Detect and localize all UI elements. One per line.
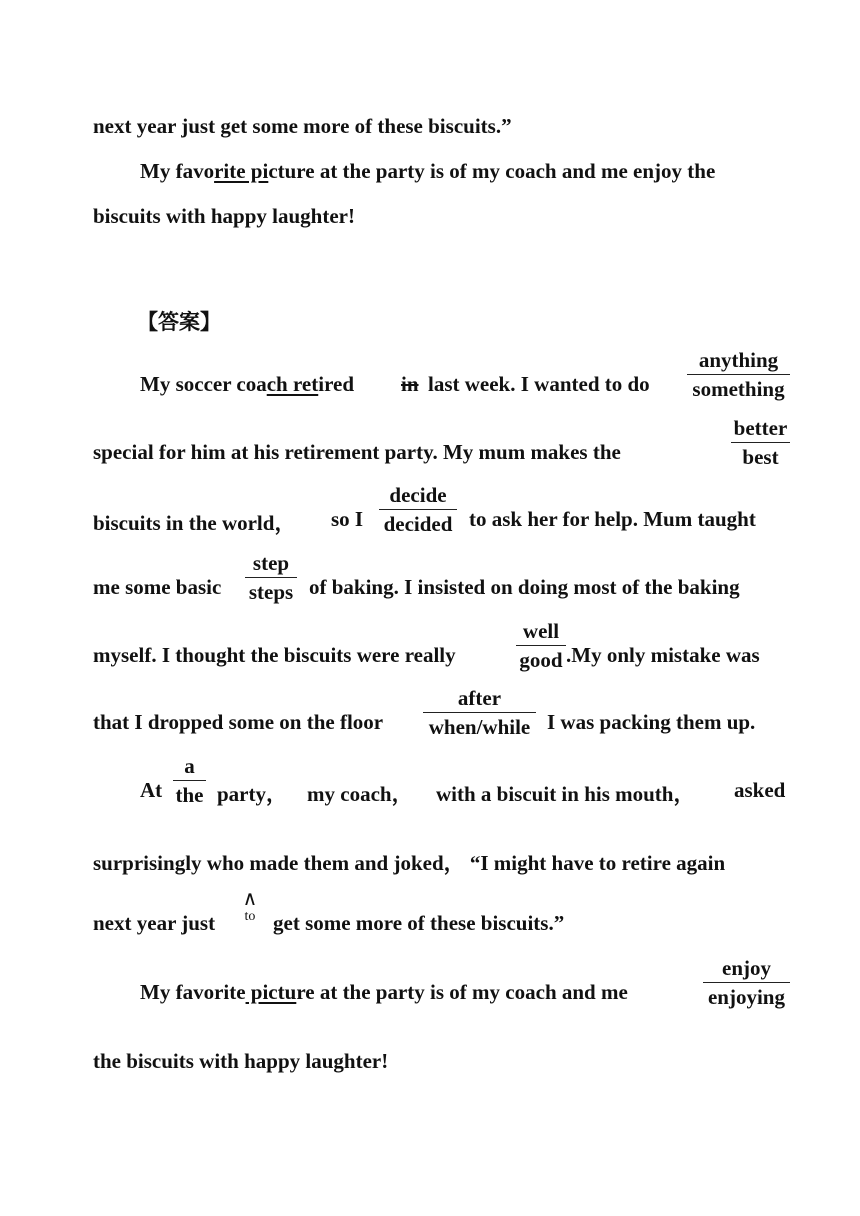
underlined-text: pictu bbox=[245, 980, 297, 1004]
text-segment: My soccer coa bbox=[140, 372, 267, 396]
text-span: with a biscuit in his mouth， bbox=[436, 782, 695, 806]
text-line bbox=[93, 754, 790, 848]
wrong-word: a bbox=[173, 752, 206, 781]
text-line bbox=[93, 204, 790, 274]
text-span: the biscuits with happy laughter! bbox=[93, 1049, 389, 1073]
wrong-word: enjoy bbox=[703, 954, 790, 983]
text-span: surprisingly who made them and joked， “I might have to retire again bbox=[93, 851, 726, 875]
underlined-text: rite pi bbox=[214, 159, 269, 183]
corrected-word: best bbox=[742, 445, 779, 469]
text-span: so I bbox=[331, 507, 364, 531]
correction bbox=[379, 481, 457, 538]
text-line bbox=[93, 847, 790, 917]
corrected-word: good bbox=[519, 648, 563, 672]
text-span: my coach， bbox=[307, 782, 413, 806]
wrong-word: better bbox=[731, 414, 790, 443]
text-span: biscuits with happy laughter! bbox=[93, 204, 355, 228]
text-span: At bbox=[140, 778, 163, 802]
correction bbox=[731, 414, 790, 471]
text-span bbox=[140, 159, 715, 184]
text-span: get some more of these biscuits.” bbox=[273, 911, 565, 935]
text-span: next year just bbox=[93, 911, 216, 935]
text-span: I was packing them up. bbox=[547, 710, 756, 734]
correction bbox=[245, 549, 297, 606]
text-segment: cture at the party is of my coach and me enjoy the bbox=[268, 159, 716, 183]
corrected-word: the bbox=[175, 783, 204, 807]
deleted-word: in bbox=[401, 372, 419, 396]
text-segment: My favorite bbox=[140, 980, 246, 1004]
text-span: biscuits in the world， bbox=[93, 511, 296, 535]
text-span: me some basic bbox=[93, 575, 222, 599]
wrong-word: well bbox=[516, 617, 566, 646]
text-span: last week. I wanted to do bbox=[428, 372, 650, 396]
text-line bbox=[93, 483, 790, 577]
text-span: to ask her for help. Mum taught bbox=[469, 507, 756, 531]
insertion bbox=[237, 889, 263, 925]
correction bbox=[423, 684, 536, 741]
wrong-word: anything bbox=[687, 346, 790, 375]
text-segment: ired bbox=[318, 372, 355, 396]
corrected-word: enjoying bbox=[707, 985, 785, 1009]
text-span: next year just get some more of these biscuits.” bbox=[93, 114, 512, 138]
text-segment: My favo bbox=[140, 159, 215, 183]
wrong-word: after bbox=[423, 684, 536, 713]
corrected-word: something bbox=[692, 377, 785, 401]
text-span: that I dropped some on the floor bbox=[93, 710, 384, 734]
text-span: party， bbox=[217, 782, 287, 806]
text-span bbox=[140, 980, 628, 1005]
correction bbox=[703, 954, 790, 1011]
text-span: of baking. I insisted on doing most of the baking bbox=[309, 575, 740, 599]
insertion-caret-icon: ∧ bbox=[242, 888, 258, 910]
text-segment: re at the party is of my coach and me bbox=[296, 980, 628, 1004]
corrected-word: steps bbox=[248, 580, 294, 604]
corrected-word: when/while bbox=[428, 715, 531, 739]
wrong-word: step bbox=[245, 549, 297, 578]
underlined-text: ch ret bbox=[266, 372, 319, 396]
wrong-word: decide bbox=[379, 481, 457, 510]
answer-heading-line bbox=[93, 306, 790, 376]
answer-heading: 【答案】 bbox=[137, 310, 221, 334]
text-span: asked bbox=[734, 778, 786, 802]
correction bbox=[687, 346, 790, 403]
text-span: myself. I thought the biscuits were really bbox=[93, 643, 456, 667]
corrected-word: decided bbox=[383, 512, 453, 536]
text-span: .My only mistake was bbox=[566, 643, 760, 667]
text-span: special for him at his retirement party. My mum makes the bbox=[93, 440, 621, 464]
text-line bbox=[93, 1049, 790, 1119]
correction bbox=[173, 752, 206, 809]
inserted-word: to bbox=[244, 909, 256, 924]
text-span bbox=[140, 372, 354, 397]
text-line bbox=[93, 348, 790, 442]
text-line bbox=[93, 551, 790, 645]
correction bbox=[516, 617, 566, 674]
text-line bbox=[93, 888, 790, 981]
text-line bbox=[93, 956, 790, 1050]
